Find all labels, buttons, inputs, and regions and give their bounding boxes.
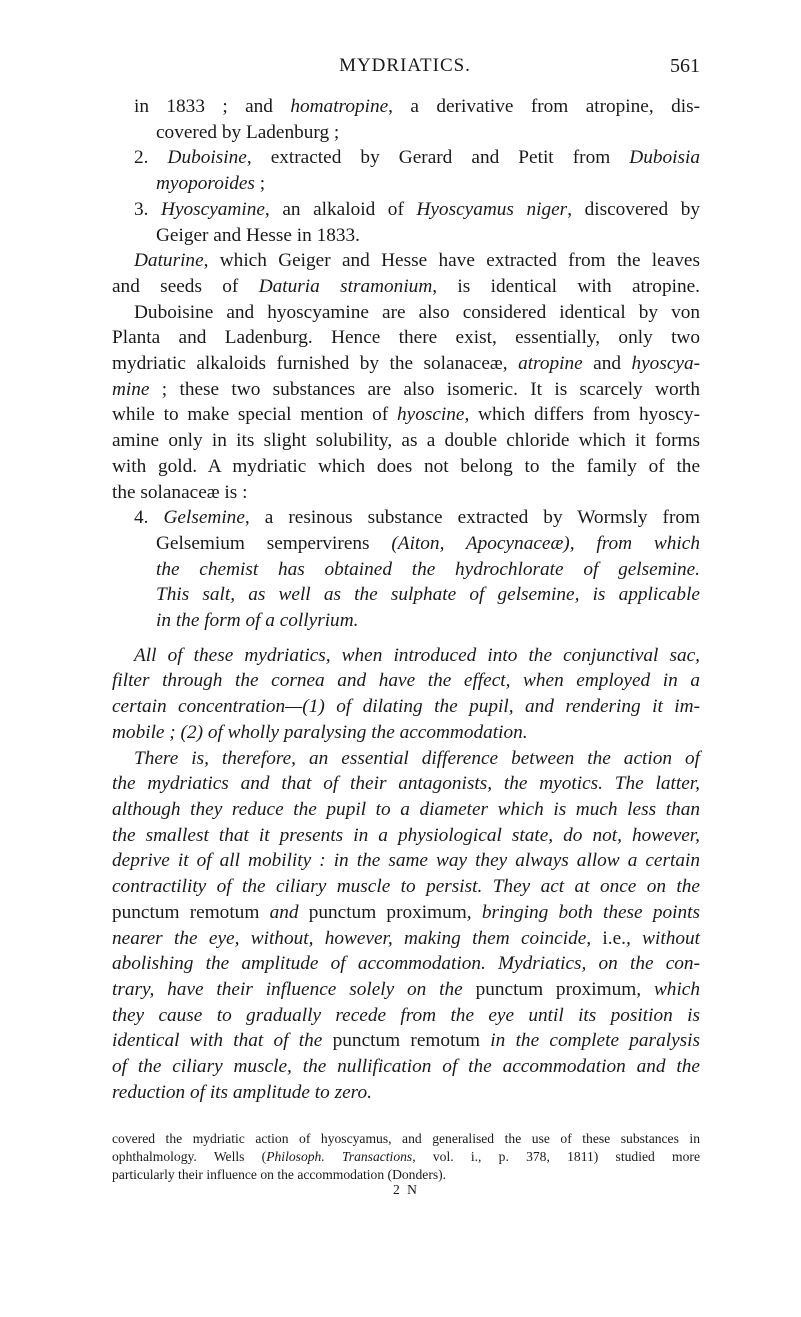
footnote-line: covered the mydriatic action of hyoscyamus, and generalised the use of these substances in xyxy=(112,1131,700,1146)
text-line: although they reduce the pupil to a diameter which is much less than xyxy=(112,798,700,820)
text-line: nearer the eye, without, however, making them coincide, i.e., without xyxy=(112,927,700,949)
text-line: abolishing the amplitude of accommodation. Mydriatics, on the con- xyxy=(112,953,700,975)
text-line: the solanaceæ is : xyxy=(112,481,248,503)
body-text xyxy=(112,94,700,1105)
text-line: filter through the cornea and have the effect, when employed in a xyxy=(112,670,700,692)
text-line: the chemist has obtained the hydrochlorate of gelsemine. xyxy=(156,558,700,580)
signature-mark: 2 N xyxy=(392,1182,419,1197)
text-line: 3. Hyoscyamine, an alkaloid of Hyoscyamus niger, discovered by xyxy=(134,198,700,220)
text-line: mydriatic alkaloids furnished by the solanaceæ, atropine and hyoscya- xyxy=(112,353,701,375)
running-title: MYDRIATICS. xyxy=(339,55,471,76)
text-line: mine ; these two substances are also isomeric. It is scarcely worth xyxy=(112,378,700,400)
text-line: covered by Ladenburg ; xyxy=(156,121,340,143)
text-line: deprive it of all mobility : in the same way they always allow a certain xyxy=(112,850,700,872)
text-line: the mydriatics and that of their antagonists, the myotics. The latter, xyxy=(112,773,700,795)
text-line: amine only in its slight solubility, as a double chloride which it forms xyxy=(112,430,700,452)
text-line: Planta and Ladenburg. Hence there exist, essentially, only two xyxy=(112,327,700,349)
text-line: This salt, as well as the sulphate of gelsemine, is applicable xyxy=(156,584,700,606)
text-line: while to make special mention of hyoscine, which differs from hyoscy- xyxy=(112,404,700,426)
text-line: mobile ; (2) of wholly paralysing the accommodation. xyxy=(112,721,528,743)
text-line: in the form of a collyrium. xyxy=(156,610,359,632)
text-line: 2. Duboisine, extracted by Gerard and Petit from Duboisia xyxy=(134,147,701,169)
page-number: 561 xyxy=(670,55,700,77)
text-line: and seeds of Daturia stramonium, is identical with atropine. xyxy=(112,275,700,297)
text-line: certain concentration—(1) of dilating the pupil, and rendering it im- xyxy=(112,696,700,718)
footnote-line: ophthalmology. Wells (Philosoph. Transactions, vol. i., p. 378, 1811) studied more xyxy=(112,1149,700,1164)
text-line: of the ciliary muscle, the nullification of the accommodation and the xyxy=(112,1056,700,1078)
text-line: they cause to gradually recede from the eye until its position is xyxy=(112,1004,700,1026)
text-line: with gold. A mydriatic which does not belong to the family of the xyxy=(112,455,700,477)
text-line: identical with that of the punctum remotum in the complete paralysis xyxy=(112,1030,700,1052)
text-line: reduction of its amplitude to zero. xyxy=(112,1081,372,1103)
text-line: trary, have their influence solely on the punctum proximum, which xyxy=(112,978,700,1000)
footnote xyxy=(112,1130,700,1184)
page-header xyxy=(110,55,700,83)
text-line: Daturine, which Geiger and Hesse have extracted from the leaves xyxy=(134,250,700,272)
text-line: Geiger and Hesse in 1833. xyxy=(156,224,361,246)
text-line: 4. Gelsemine, a resinous substance extracted by Wormsly from xyxy=(134,507,700,529)
text-line: Duboisine and hyoscyamine are also considered identical by von xyxy=(134,301,700,323)
text-line: There is, therefore, an essential difference between the action of xyxy=(134,747,700,769)
text-line: myoporoides ; xyxy=(156,173,266,195)
text-line: Gelsemium sempervirens (Aiton, Apocynaceæ), from which xyxy=(156,532,700,554)
text-line: punctum remotum and punctum proximum, bringing both these points xyxy=(112,901,700,923)
footnote-line: particularly their influence on the accommodation (Donders). xyxy=(112,1167,447,1182)
text-line: contractility of the ciliary muscle to persist. They act at once on the xyxy=(112,876,700,898)
text-line: the smallest that it presents in a physiological state, do not, however, xyxy=(112,824,700,846)
paragraph-gap xyxy=(112,634,700,643)
text-line: in 1833 ; and homatropine, a derivative from atropine, dis- xyxy=(134,96,700,117)
text-line: All of these mydriatics, when introduced into the conjunctival sac, xyxy=(134,644,700,666)
